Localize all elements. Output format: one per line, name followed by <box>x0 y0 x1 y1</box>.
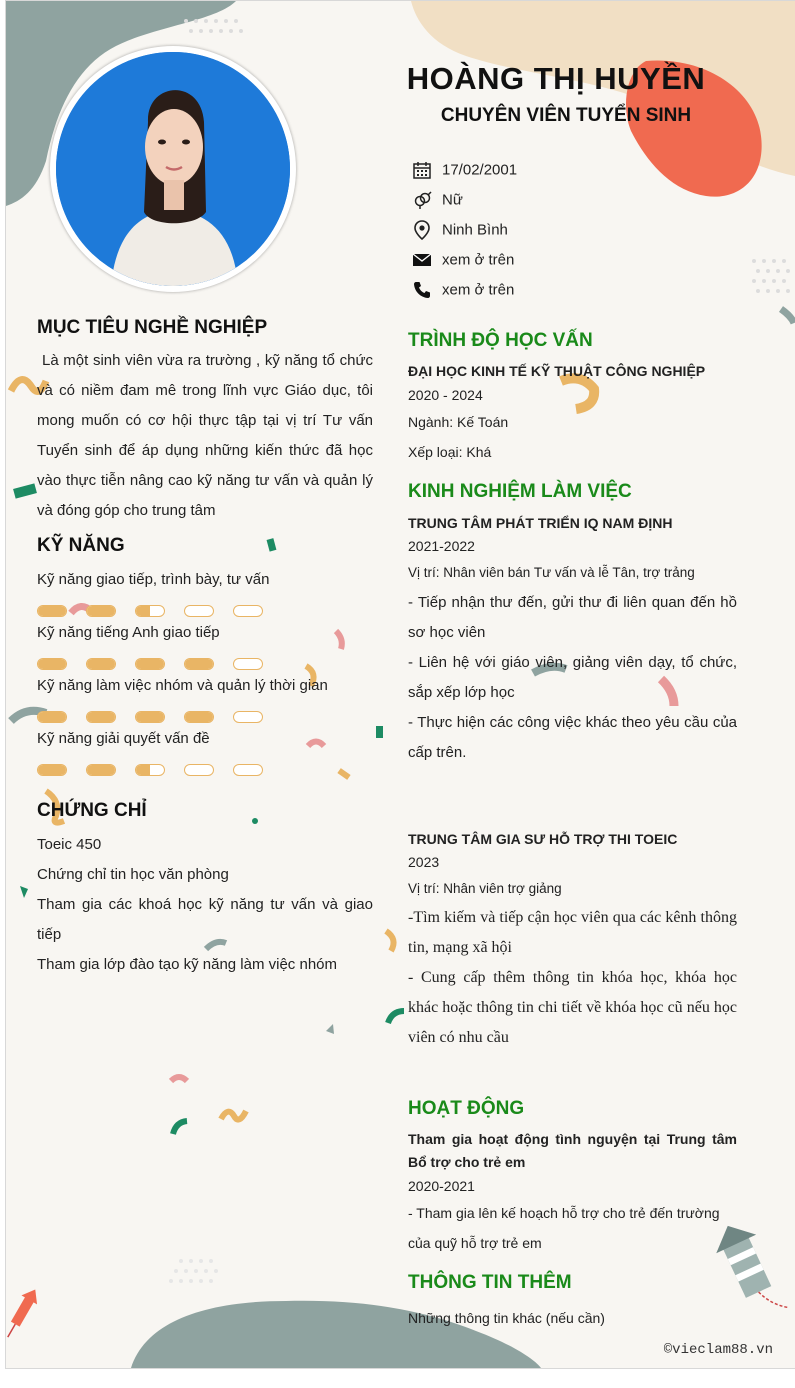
job-company: TRUNG TÂM GIA SƯ HỖ TRỢ THI TOEIC <box>408 831 678 847</box>
activity-description: - Tham gia lên kế hoạch hỗ trợ cho trẻ đến trường của quỹ hỗ trợ trẻ em <box>408 1205 720 1251</box>
skill-rating-pill <box>233 764 263 776</box>
skill-label: Kỹ năng làm việc nhóm và quản lý thời gian <box>37 677 328 694</box>
contact-value: xem ở trên <box>442 281 515 299</box>
certificate-item: Tham gia các khoá học kỹ năng tư vấn và giao tiếp <box>37 896 373 943</box>
activities-heading: HOẠT ĐỘNG <box>408 1098 525 1119</box>
education-years: 2020 - 2024 <box>408 387 483 403</box>
job-position: Vị trí: Nhân viên trợ giảng <box>408 881 562 896</box>
experience-heading: KINH NGHIỆM LÀM VIỆC <box>408 481 632 502</box>
job-company: TRUNG TÂM PHÁT TRIỂN IQ NAM ĐỊNH <box>408 515 673 531</box>
skill-rating-pill <box>233 711 263 723</box>
activity-title: Tham gia hoạt động tình nguyện tại Trung tâm Bổ trợ cho trẻ em <box>408 1131 737 1170</box>
contact-value: xem ở trên <box>442 251 515 269</box>
skills-heading: KỸ NĂNG <box>37 535 125 556</box>
contact-value: Ninh Bình <box>442 221 508 239</box>
certificates-heading: CHỨNG CHỈ <box>37 800 147 821</box>
skill-label: Kỹ năng tiếng Anh giao tiếp <box>37 624 220 641</box>
activity-years: 2020-2021 <box>408 1178 475 1194</box>
skill-rating-pill <box>86 658 116 670</box>
skill-rating-pill <box>37 711 67 723</box>
skill-rating-pill <box>184 764 214 776</box>
job-position: Vị trí: Nhân viên bán Tư vấn và lễ Tân, trợ trảng <box>408 565 695 580</box>
additional-info-heading: THÔNG TIN THÊM <box>408 1272 572 1293</box>
job-years: 2021-2022 <box>408 538 475 554</box>
dot-pattern-right <box>752 259 790 293</box>
skill-rating-pill <box>86 605 116 617</box>
dot-pattern-top <box>184 19 243 33</box>
skill-rating-pill <box>37 605 67 617</box>
certificate-item: Toeic 450 <box>37 836 102 853</box>
skill-label: Kỹ năng giải quyết vấn đề <box>37 730 210 747</box>
candidate-name: HOÀNG THỊ HUYỀN <box>406 61 706 96</box>
profile-photo-frame <box>50 46 296 292</box>
skill-rating-pill <box>135 605 165 617</box>
objective-heading: MỤC TIÊU NGHỀ NGHIỆP <box>37 317 268 338</box>
skill-rating-pill <box>37 764 67 776</box>
skill-rating-pill <box>184 605 214 617</box>
contact-location <box>412 220 508 240</box>
contact-email <box>412 250 514 270</box>
skill-rating-pill <box>135 764 165 776</box>
skill-rating-pill <box>233 605 263 617</box>
skill-rating-pill <box>86 764 116 776</box>
objective-text: Là một sinh viên vừa ra trường , kỹ năng tổ chức và có niềm đam mê trong lĩnh vực Giáo dục, tôi mong muốn có cơ hội thực tập tại vị trí Tư vấn Tuyển sinh để áp dụng những kiến thức đã học vào thực tiễn nâng cao kỹ năng tư vấn và quản lý và đóng góp cho trung tâm <box>37 352 373 519</box>
contact-value: Nữ <box>442 191 463 209</box>
profile-photo <box>56 52 290 286</box>
job-duty: - Cung cấp thêm thông tin khóa học, khóa học khác hoặc thông tin chi tiết về khóa học cũ nếu học viên có nhu cầu <box>408 969 737 1046</box>
education-grade: Xếp loại: Khá <box>408 444 492 460</box>
job-duty: -Tìm kiếm và tiếp cận học viên qua các kênh thông tin, mạng xã hội <box>408 909 737 956</box>
job-years: 2023 <box>408 854 440 870</box>
job-title: CHUYÊN VIÊN TUYỂN SINH <box>440 105 692 126</box>
certificate-item: Chứng chỉ tin học văn phòng <box>37 866 229 883</box>
location-pin-icon <box>412 220 432 240</box>
contact-birthdate <box>412 160 517 180</box>
education-school: ĐẠI HỌC KINH TẾ KỸ THUẬT CÔNG NGHIỆP <box>408 363 706 379</box>
job-duty: - Tiếp nhận thư đến, gửi thư đi liên quan đến hồ sơ học viên <box>408 594 737 641</box>
skill-rating-pill <box>135 658 165 670</box>
certificate-item: Tham gia lớp đào tạo kỹ năng làm việc nhóm <box>37 956 337 973</box>
contact-gender <box>412 190 463 210</box>
skill-rating-pill <box>86 711 116 723</box>
watermark: ©vieclam88.vn <box>663 1342 773 1358</box>
email-icon <box>412 250 432 270</box>
skill-rating-pill <box>233 658 263 670</box>
rocket-left-decoration <box>6 1285 43 1342</box>
education-major: Ngành: Kế Toán <box>408 414 509 430</box>
calendar-icon <box>412 160 432 180</box>
additional-info-text: Những thông tin khác (nếu cần) <box>408 1310 605 1326</box>
cv-page <box>5 0 795 1369</box>
skill-rating-pill <box>184 711 214 723</box>
phone-icon <box>412 280 432 300</box>
job-duty: - Liên hệ với giáo viên, giảng viên dạy, tổ chức, sắp xếp lớp học <box>408 654 737 701</box>
contact-value: 17/02/2001 <box>442 161 518 179</box>
skill-rating-pill <box>135 711 165 723</box>
skill-rating-pill <box>37 658 67 670</box>
skill-label: Kỹ năng giao tiếp, trình bày, tư vấn <box>37 571 270 588</box>
skill-rating-pill <box>184 658 214 670</box>
contact-phone <box>412 280 514 300</box>
dot-pattern-bottom <box>169 1259 218 1283</box>
job-duty: - Thực hiện các công việc khác theo yêu cầu của cấp trên. <box>408 714 737 761</box>
education-heading: TRÌNH ĐỘ HỌC VẤN <box>408 330 593 351</box>
gender-icon <box>412 190 432 210</box>
